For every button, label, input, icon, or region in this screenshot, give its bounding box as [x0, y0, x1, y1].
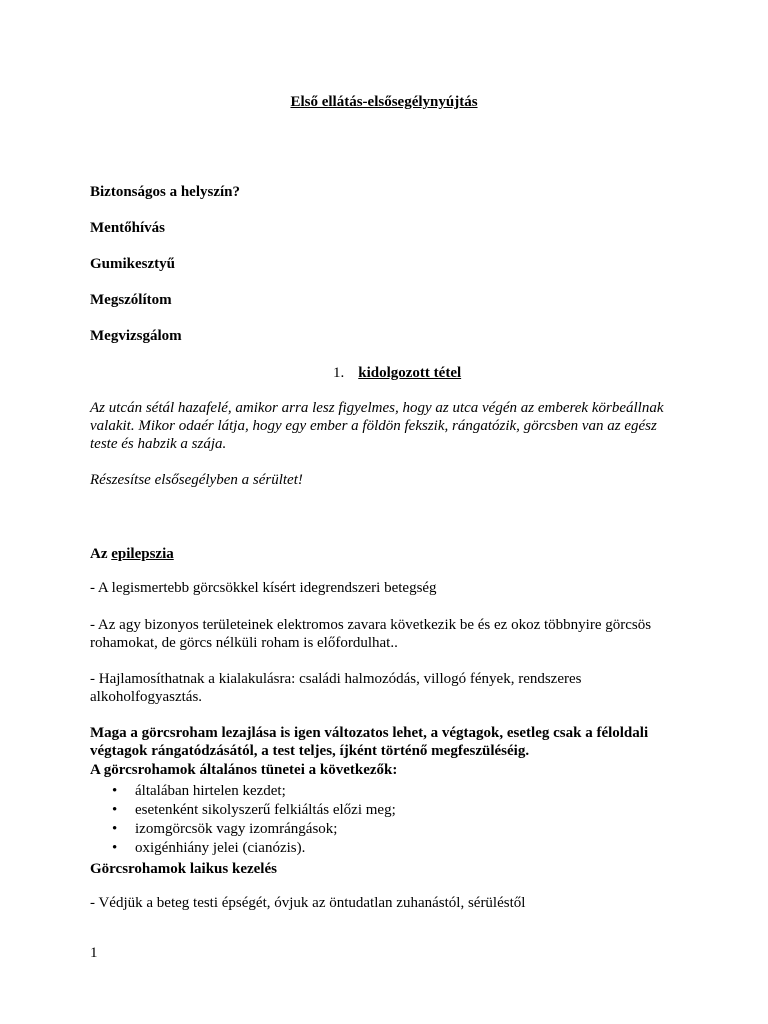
scenario-line: valakit. Mikor odaér látja, hogy egy ember a földön fekszik, rángatózik, görcsben van az egész — [90, 418, 657, 434]
checklist-item: Mentőhívás — [90, 220, 165, 236]
symptom-list — [90, 782, 396, 858]
topic-heading-word: epilepszia — [111, 546, 174, 562]
topic-heading-prefix: Az — [90, 546, 108, 562]
checklist-item: Megszólítom — [90, 292, 172, 308]
bullet-icon: • — [112, 840, 118, 856]
list-item: • izomgörcsök vagy izomrángások; — [112, 821, 338, 837]
list-item: • esetenként sikolyszerű felkiáltás előzi meg; — [112, 802, 396, 818]
bullet-icon: • — [112, 802, 118, 818]
list-item: • oxigénhiány jelei (cianózis). — [112, 840, 306, 856]
symptoms-heading: A görcsrohamok általános tünetei a következők: — [90, 762, 398, 778]
page-number: 1 — [90, 945, 98, 961]
fact-line: rohamokat, de görcs nélküli roham is előfordulhat.. — [90, 635, 398, 651]
checklist-item: Megvizsgálom — [90, 328, 182, 344]
document-title: Első ellátás-elsősegélynyújtás — [290, 94, 478, 110]
bullet-icon: • — [112, 821, 118, 837]
scenario-line: Az utcán sétál hazafelé, amikor arra lesz figyelmes, hogy az utca végén az emberek körbeállnak — [90, 400, 664, 416]
section-title: kidolgozott tétel — [358, 365, 462, 381]
fact-line: - Az agy bizonyos területeinek elektromos zavara következik be és ez okoz többnyire görcsös — [90, 617, 652, 633]
checklist-item: Biztonságos a helyszín? — [90, 184, 241, 200]
fact-line: alkoholfogyasztás. — [90, 689, 203, 705]
section-number: 1. — [333, 365, 345, 381]
treatment-heading: Görcsrohamok laikus kezelés — [90, 861, 277, 877]
bold-paragraph-line: végtagok rángatódzásától, a test teljes, íjként történő megfeszüléséig. — [90, 743, 530, 759]
scenario-line: teste és habzik a szája. — [90, 436, 227, 452]
list-item: • általában hirtelen kezdet; — [112, 783, 286, 799]
section-heading — [333, 364, 461, 382]
fact-line: - A legismertebb görcsökkel kísért idegrendszeri betegség — [90, 580, 437, 596]
treatment-line: - Védjük a beteg testi épségét, óvjuk az öntudatlan zuhanástól, sérüléstől — [90, 895, 526, 911]
task-instruction: Részesítse elsősegélyben a sérültet! — [90, 472, 303, 488]
checklist-item: Gumikesztyű — [90, 256, 176, 272]
topic-heading — [90, 545, 174, 563]
bold-paragraph-line: Maga a görcsroham lezajlása is igen változatos lehet, a végtagok, esetleg csak a féloldali — [90, 725, 649, 741]
bullet-icon: • — [112, 783, 118, 799]
fact-line: - Hajlamosíthatnak a kialakulásra: családi halmozódás, villogó fények, rendszeres — [90, 671, 582, 687]
